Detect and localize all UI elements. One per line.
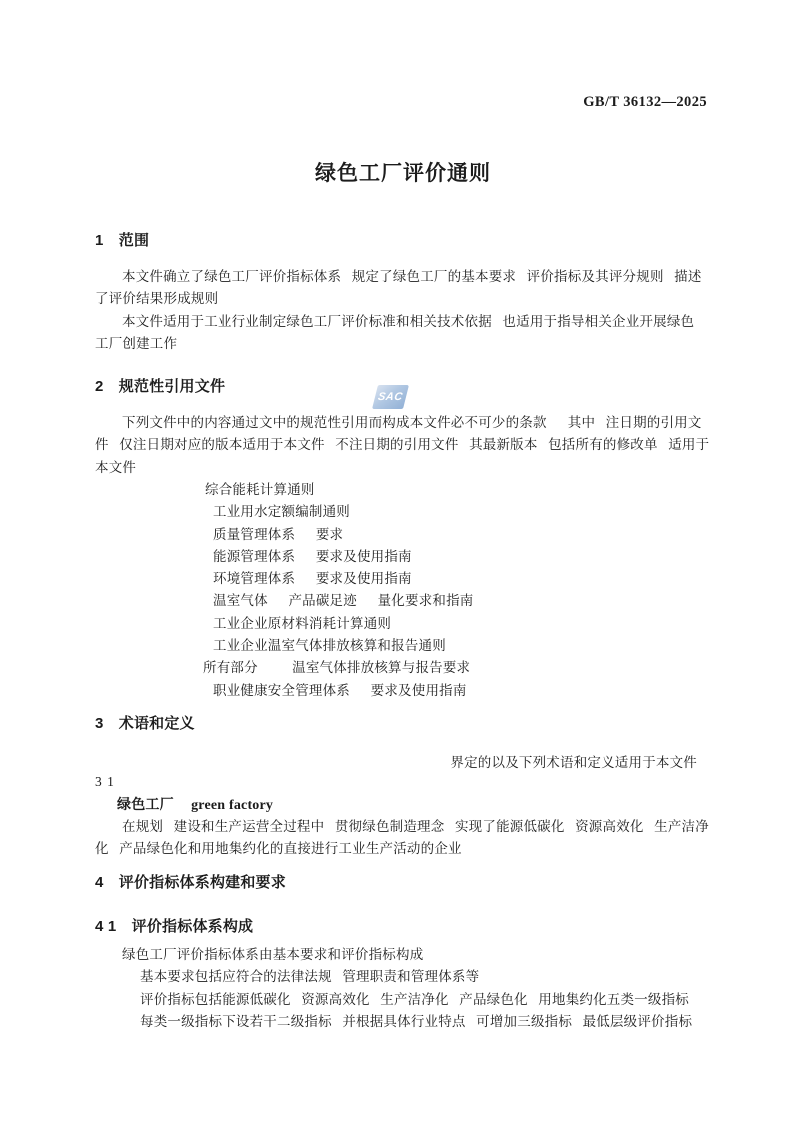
text-line: 化 产品绿色化和用地集约化的直接进行工业生产活动的企业 <box>95 841 462 857</box>
section-4-1-heading: 4 1 评价指标体系构成 <box>95 918 254 935</box>
text-line: 在规划 建设和生产运营全过程中 贯彻绿色制造理念 实现了能源低碳化 资源高效化 生产洁净 <box>122 819 709 834</box>
term-line <box>95 793 711 817</box>
text-line: 每类一级指标下设若干二级指标 并根据具体行业特点 可增加三级指标 最低层级评价指标 <box>140 1013 693 1029</box>
term-entry <box>95 793 711 817</box>
section-2-heading: 2 规范性引用文件 <box>95 378 226 395</box>
reference-item: 工业用水定额编制通则 <box>213 504 350 520</box>
normative-references-list <box>95 479 711 702</box>
reference-item: 工业企业原材料消耗计算通则 <box>213 615 392 631</box>
text-line: 下列文件中的内容通过文中的规范性引用而构成本文件必不可少的条款 其中 注日期的引用文 <box>122 415 702 430</box>
section-4-heading: 4 评价指标体系构建和要求 <box>95 874 286 891</box>
section-1 <box>95 232 711 250</box>
section-3 <box>95 715 711 733</box>
clause-3-1 <box>95 771 711 793</box>
term-english: green factory <box>191 798 274 813</box>
text-line: 基本要求包括应符合的法律法规 管理职责和管理体系等 <box>140 969 480 985</box>
text-line: 本文件 <box>95 459 137 475</box>
text-line: 绿色工厂评价指标体系由基本要求和评价指标构成 <box>122 947 424 962</box>
section-2 <box>95 378 711 396</box>
sac-watermark-text: SAC <box>377 391 404 403</box>
standard-number: GB/T 36132—2025 <box>583 94 707 110</box>
reference-item: 能源管理体系 要求及使用指南 <box>213 548 412 564</box>
text-line: 工厂创建工作 <box>95 335 178 351</box>
reference-item: 所有部分 温室气体排放核算与报告要求 <box>203 660 471 676</box>
section-1-body <box>95 266 711 355</box>
document-title: 绿色工厂评价通则 <box>315 162 491 185</box>
reference-item: 综合能耗计算通则 <box>205 482 315 497</box>
text-line: 本文件确立了绿色工厂评价指标体系 规定了绿色工厂的基本要求 评价指标及其评分规则 描述 <box>122 269 702 284</box>
reference-item: 质量管理体系 要求 <box>213 526 344 542</box>
term-gap <box>174 797 191 812</box>
text-line: 本文件适用于工业行业制定绿色工厂评价标准和相关技术依据 也适用于指导相关企业开展绿色 <box>122 313 695 329</box>
reference-item: 温室气体 产品碳足迹 量化要求和指南 <box>213 593 474 609</box>
section-4-body <box>95 944 711 1033</box>
text-line: 了评价结果形成规则 <box>95 291 219 307</box>
term-definition <box>95 816 711 861</box>
reference-item: 职业健康安全管理体系 要求及使用指南 <box>213 682 467 698</box>
reference-item: 环境管理体系 要求及使用指南 <box>213 571 412 587</box>
section-4-1 <box>95 918 711 936</box>
terms-intro-line: 界定的以及下列术语和定义适用于本文件 <box>450 755 697 770</box>
section-4 <box>95 874 711 892</box>
text-line: 件 仅注日期对应的版本适用于本文件 不注日期的引用文件 其最新版本 包括所有的修改单 适用于 <box>95 437 710 453</box>
section-3-heading: 3 术语和定义 <box>95 715 195 732</box>
reference-item: 工业企业温室气体排放核算和报告通则 <box>213 638 446 654</box>
section-2-paragraph <box>95 412 711 479</box>
clause-number: 3 1 <box>95 774 115 789</box>
term-chinese: 绿色工厂 <box>117 796 174 812</box>
section-1-heading: 1 范围 <box>95 232 150 249</box>
text-line: 评价指标包括能源低碳化 资源高效化 生产洁净化 产品绿色化 用地集约化五类一级指标 <box>140 991 689 1007</box>
